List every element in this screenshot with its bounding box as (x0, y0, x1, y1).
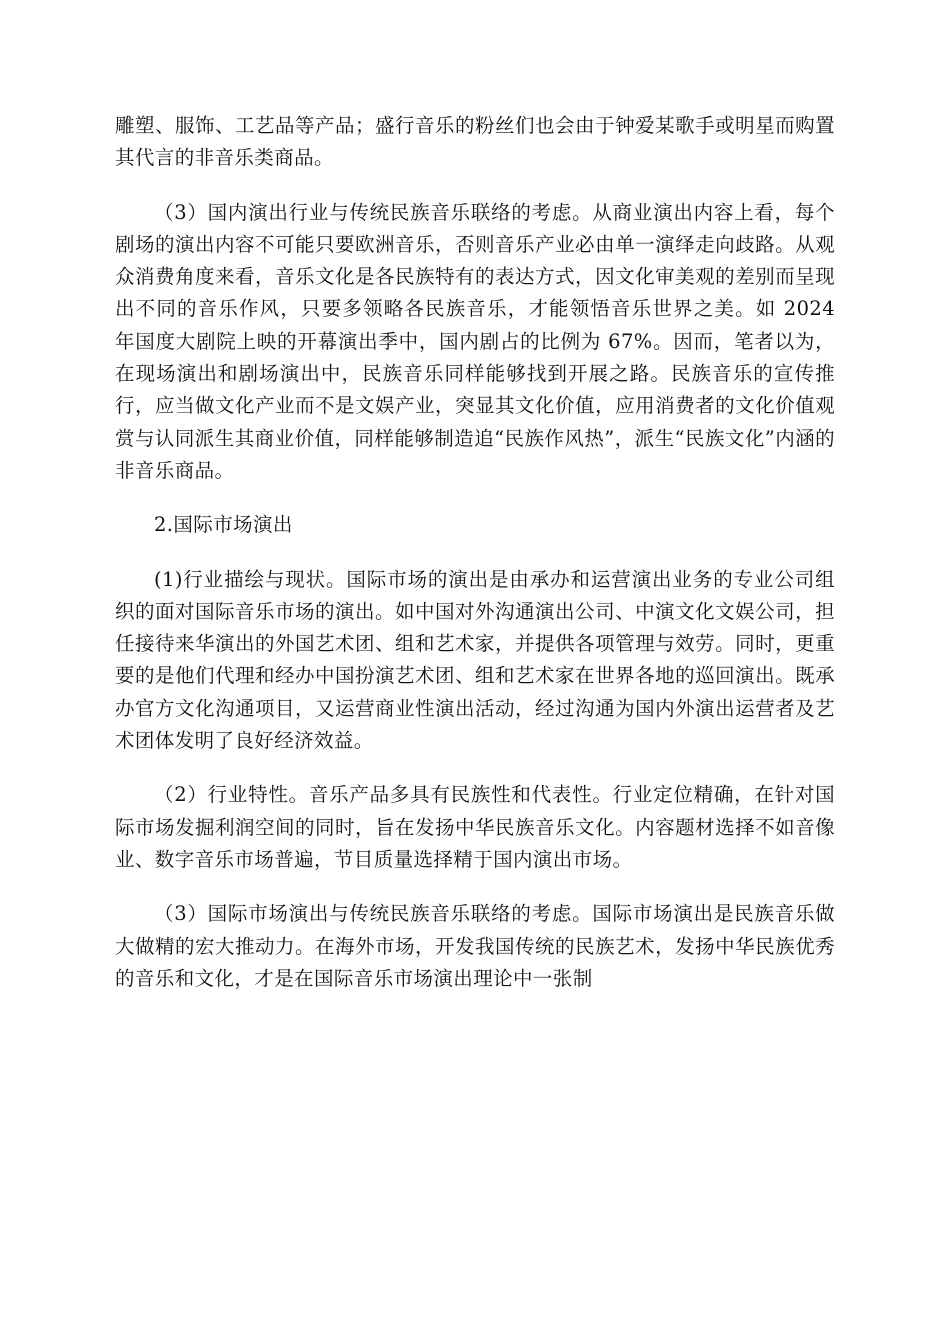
section-heading-international: 2.国际市场演出 (154, 513, 293, 537)
paragraph-domestic-consideration: （3）国内演出行业与传统民族音乐联络的考虑。从商业演出内容上看，每个剧场的演出内容不可能只要欧洲音乐，否则音乐产业必由单一演绎走向歧路。从观众消费角度来看，音乐文化是各民族特有的表达方式，因文化审美观的差别而呈现出不同的音乐作风，只要多领略各民族音乐，才能领悟音乐世界之美。如 2024 年国度大剧院上映的开幕演出季中，国内剧占的比例为 67%。因而，笔者以为，在现场演出和剧场演出中，民族音乐同样能够找到开展之路。民族音乐的宣传推行，应当做文化产业而不是文娱产业，突显其文化价值，应用消费者的文化价值观赏与认同派生其商业价值，同样能够制造追“民族作风热”，派生“民族文化”内涵的非音乐商品。 (115, 200, 835, 482)
paragraph-industry-characteristics: （2）行业特性。音乐产品多具有民族性和代表性。行业定位精确，在针对国际市场发掘利润空间的同时，旨在发扬中华民族音乐文化。内容题材选择不如音像业、数字音乐市场普遍，节目质量选择精于国内演出市场。 (115, 783, 835, 871)
paragraph-continued: 雕塑、服饰、工艺品等产品；盛行音乐的粉丝们也会由于钟爱某歌手或明星而购置其代言的非音乐类商品。 (115, 114, 835, 170)
document-body (115, 110, 835, 1017)
paragraph-international-consideration: （3）国际市场演出与传统民族音乐联络的考虑。国际市场演出是民族音乐做大做精的宏大推动力。在海外市场，开发我国传统的民族艺术，发扬中华民族优秀的音乐和文化，才是在国际音乐市场演出理论中一张制 (115, 902, 835, 990)
paragraph-industry-description: (1)行业描绘与现状。国际市场的演出是由承办和运营演出业务的专业公司组织的面对国际音乐市场的演出。如中国对外沟通演出公司、中演文化文娱公司，担任接待来华演出的外国艺术团、组和艺术家，并提供各项管理与效劳。同时，更重要的是他们代理和经办中国扮演艺术团、组和艺术家在世界各地的巡回演出。既承办官方文化沟通项目，又运营商业性演出活动，经过沟通为国内外演出运营者及艺术团体发明了良好经济效益。 (115, 567, 835, 753)
